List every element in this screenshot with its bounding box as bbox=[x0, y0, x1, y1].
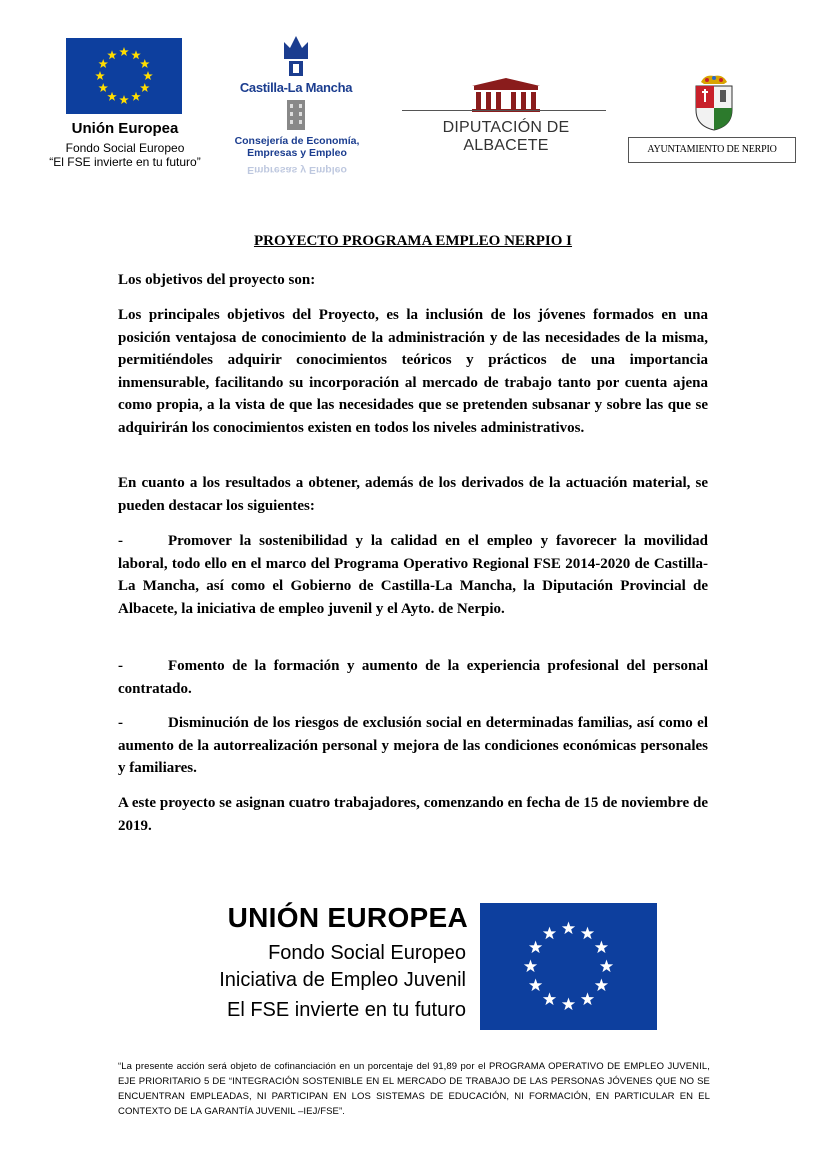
bullet-text: Fomento de la formación y aumento de la experiencia profesional del personal contratado. bbox=[118, 658, 708, 697]
building-icon bbox=[470, 76, 542, 112]
bullet-dash: - bbox=[118, 715, 123, 731]
footer-line-motto: El FSE invierte en tu futuro bbox=[226, 999, 466, 1021]
footer-line-fse: Fondo Social Europeo bbox=[268, 942, 466, 964]
eu-star-icon bbox=[119, 95, 129, 104]
clm-logo-subtitle bbox=[232, 135, 362, 159]
eu-star-icon bbox=[140, 59, 150, 68]
diputacion-divider bbox=[402, 110, 606, 111]
bullet-text: Disminución de los riesgos de exclusión social en determinadas familias, así como el aumento de la autorrealización personal y mejora de las condiciones económicas personales y familiares. bbox=[118, 715, 708, 776]
eu-star-icon bbox=[562, 922, 575, 935]
eu-star-icon bbox=[600, 960, 613, 973]
eu-star-icon bbox=[131, 92, 141, 101]
eu-star-icon bbox=[107, 50, 117, 59]
clm-logo-name: Castilla-La Mancha bbox=[239, 80, 353, 95]
clm-reflection-text: Empresas y Empleo bbox=[247, 164, 347, 176]
paragraph-results: En cuanto a los resultados a obtener, además de los derivados de la actuación material, se pueden destacar los siguientes: bbox=[118, 475, 708, 514]
eu-star-icon bbox=[98, 59, 108, 68]
eu-logo-line1: Fondo Social Europeo bbox=[65, 141, 185, 155]
crown-icon bbox=[276, 30, 316, 78]
bullet-item bbox=[118, 712, 708, 780]
eu-star-icon bbox=[143, 71, 153, 80]
document-title: PROYECTO PROGRAMA EMPLEO NERPIO I bbox=[253, 233, 573, 249]
coat-of-arms-icon bbox=[693, 72, 735, 132]
eu-star-icon bbox=[529, 941, 542, 954]
bullet-item bbox=[118, 655, 708, 700]
eu-star-icon bbox=[98, 83, 108, 92]
eu-flag-large-icon bbox=[480, 903, 657, 1030]
tower-icon bbox=[285, 98, 307, 132]
eu-stars-small bbox=[66, 38, 182, 114]
eu-star-icon bbox=[562, 998, 575, 1011]
eu-star-icon bbox=[131, 50, 141, 59]
eu-star-icon bbox=[581, 992, 594, 1005]
eu-logo-title: Unión Europea bbox=[71, 120, 179, 137]
clm-logo-reflection bbox=[232, 164, 362, 190]
footer-eu-title: UNIÓN EUROPEA bbox=[227, 902, 468, 933]
bullet-item bbox=[118, 530, 708, 620]
eu-star-icon bbox=[119, 47, 129, 56]
eu-star-icon bbox=[107, 92, 117, 101]
eu-logo-subtitle bbox=[30, 141, 220, 169]
eu-star-icon bbox=[95, 71, 105, 80]
bullet-dash: - bbox=[118, 533, 123, 549]
eu-star-icon bbox=[595, 941, 608, 954]
footer-line-iej: Iniciativa de Empleo Juvenil bbox=[219, 969, 466, 991]
clm-logo-line2: Empresas y Empleo bbox=[247, 147, 347, 159]
ayuntamiento-logo: AYUNTAMIENTO DE NERPIO bbox=[628, 137, 796, 163]
diputacion-logo-text: DIPUTACIÓN DE ALBACETE bbox=[442, 119, 570, 154]
eu-star-icon bbox=[595, 979, 608, 992]
eu-star-icon bbox=[581, 927, 594, 940]
eu-logo-line2: “El FSE invierte en tu futuro” bbox=[49, 155, 201, 169]
paragraph-objectives: Los principales objetivos del Proyecto, es la inclusión de los jóvenes formados en una posición ventajosa de conocimiento de la administración y de las necesidades de la misma, permitiéndoles adquirir conocimientos teóricos y prácticos de una importancia inmensurable, facilitando su incorporación al mercado de trabajo tanto por cuenta ajena como propia, a la vista de que las necesidades que se pretenden subsanar y sobre las que se adquirirán los conocimientos existen en todos los niveles administrativos. bbox=[118, 307, 708, 436]
eu-star-icon bbox=[543, 992, 556, 1005]
paragraph-workers: A este proyecto se asignan cuatro trabajadores, comenzando en fecha de 15 de noviembre de 2019. bbox=[118, 795, 708, 834]
intro-text: Los objetivos del proyecto son: bbox=[118, 272, 316, 288]
eu-star-icon bbox=[524, 960, 537, 973]
eu-star-icon bbox=[543, 927, 556, 940]
bullet-dash: - bbox=[118, 658, 123, 674]
eu-star-icon bbox=[140, 83, 150, 92]
eu-star-icon bbox=[529, 979, 542, 992]
bullet-text: Promover la sostenibilidad y la calidad en el empleo y favorecer la movilidad laboral, todo ello en el marco del Programa Operativo Regional FSE 2014-2020 de Castilla-La Mancha, así como el Gobierno de Castilla-La Mancha, la Diputación Provincial de Albacete, la iniciativa de empleo juvenil y el Ayto. de Nerpio. bbox=[118, 533, 708, 617]
clm-logo-line1: Consejería de Economía, bbox=[234, 135, 360, 147]
eu-flag-icon bbox=[66, 38, 182, 114]
eu-stars-large bbox=[480, 903, 657, 1030]
cofinancing-footnote: “La presente acción será objeto de cofinanciación en un porcentaje del 91,89 por el PROGRAMA OPERATIVO DE EMPLEO JUVENIL, EJE PRIORITARIO 5 DE “INTEGRACIÓN SOSTENIBLE EN EL MERCADO DE TRABAJO DE LAS PERSONAS JÓVENES QUE NO SE ENCUENTRAN EMPLEADAS, NI PARTICIPAN EN LOS SISTEMAS DE EDUCACIÓN, NI FORMACIÓN, EN PARTICULAR EN EL CONTEXTO DE LA GARANTÍA JUVENIL –IEJ/FSE”. bbox=[118, 1061, 710, 1117]
